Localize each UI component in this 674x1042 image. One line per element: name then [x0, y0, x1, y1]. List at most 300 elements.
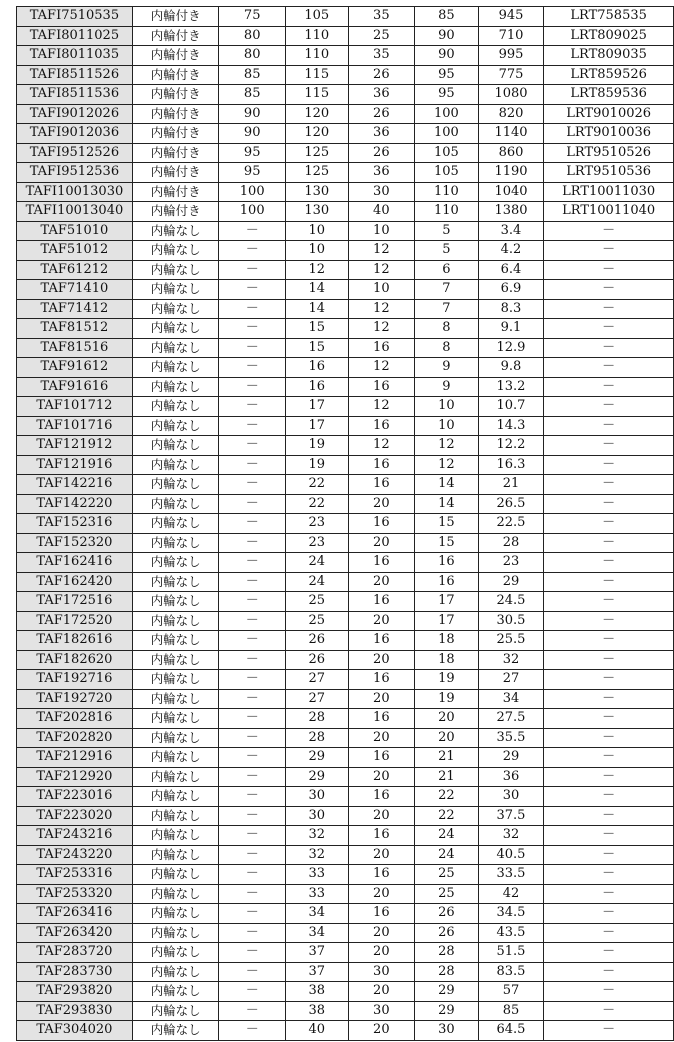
- outer-d-cell: 28: [285, 728, 348, 748]
- weight-cell: 995: [478, 46, 544, 66]
- bore-d-cell: 90: [219, 104, 286, 124]
- inner-ring-model-cell: －: [544, 748, 674, 768]
- inner-ring-model-cell: －: [544, 865, 674, 885]
- outer-d-cell: 16: [285, 377, 348, 397]
- outer-d-cell: 17: [285, 416, 348, 436]
- outer-d-cell: 130: [285, 202, 348, 222]
- outer-d-cell: 23: [285, 514, 348, 534]
- weight-cell: 64.5: [478, 1021, 544, 1041]
- model-cell: TAF172516: [17, 592, 133, 612]
- inner-ring-model-cell: －: [544, 221, 674, 241]
- table-row: [17, 124, 674, 144]
- bore-d-cell: 95: [219, 163, 286, 183]
- fw-cell: 90: [415, 26, 479, 46]
- bore-d-cell: －: [219, 221, 286, 241]
- outer-d-cell: 24: [285, 553, 348, 573]
- model-cell: TAFI9012026: [17, 104, 133, 124]
- model-cell: TAF71410: [17, 280, 133, 300]
- outer-d-cell: 32: [285, 845, 348, 865]
- bore-d-cell: 80: [219, 26, 286, 46]
- table-row: [17, 592, 674, 612]
- table-row: [17, 26, 674, 46]
- inner-ring-model-cell: －: [544, 358, 674, 378]
- inner-ring-cell: 内輪なし: [132, 826, 219, 846]
- inner-ring-cell: 内輪なし: [132, 377, 219, 397]
- fw-cell: 8: [415, 319, 479, 339]
- bore-d-cell: －: [219, 728, 286, 748]
- width-b-cell: 36: [348, 85, 414, 105]
- table-row: [17, 670, 674, 690]
- model-cell: TAF263416: [17, 904, 133, 924]
- outer-d-cell: 40: [285, 1021, 348, 1041]
- inner-ring-model-cell: －: [544, 319, 674, 339]
- outer-d-cell: 14: [285, 299, 348, 319]
- model-cell: TAF202820: [17, 728, 133, 748]
- width-b-cell: 16: [348, 748, 414, 768]
- weight-cell: 3.4: [478, 221, 544, 241]
- bore-d-cell: －: [219, 611, 286, 631]
- fw-cell: 100: [415, 124, 479, 144]
- bore-d-cell: －: [219, 884, 286, 904]
- inner-ring-model-cell: －: [544, 1021, 674, 1041]
- bore-d-cell: －: [219, 299, 286, 319]
- inner-ring-cell: 内輪なし: [132, 572, 219, 592]
- bore-d-cell: －: [219, 826, 286, 846]
- fw-cell: 14: [415, 475, 479, 495]
- inner-ring-cell: 内輪付き: [132, 163, 219, 183]
- table-row: [17, 826, 674, 846]
- inner-ring-cell: 内輪付き: [132, 7, 219, 27]
- model-cell: TAFI10013030: [17, 182, 133, 202]
- outer-d-cell: 130: [285, 182, 348, 202]
- inner-ring-cell: 内輪なし: [132, 1001, 219, 1021]
- inner-ring-cell: 内輪なし: [132, 397, 219, 417]
- model-cell: TAF253320: [17, 884, 133, 904]
- model-cell: TAF81516: [17, 338, 133, 358]
- table-row: [17, 787, 674, 807]
- inner-ring-cell: 内輪なし: [132, 494, 219, 514]
- inner-ring-model-cell: －: [544, 260, 674, 280]
- width-b-cell: 20: [348, 650, 414, 670]
- fw-cell: 26: [415, 904, 479, 924]
- weight-cell: 1080: [478, 85, 544, 105]
- outer-d-cell: 30: [285, 806, 348, 826]
- outer-d-cell: 24: [285, 572, 348, 592]
- bore-d-cell: －: [219, 553, 286, 573]
- inner-ring-cell: 内輪なし: [132, 1021, 219, 1041]
- bore-d-cell: －: [219, 865, 286, 885]
- outer-d-cell: 30: [285, 787, 348, 807]
- model-cell: TAFI10013040: [17, 202, 133, 222]
- bore-d-cell: －: [219, 982, 286, 1002]
- inner-ring-model-cell: －: [544, 787, 674, 807]
- bore-d-cell: －: [219, 904, 286, 924]
- inner-ring-model-cell: －: [544, 943, 674, 963]
- bore-d-cell: －: [219, 455, 286, 475]
- weight-cell: 35.5: [478, 728, 544, 748]
- bore-d-cell: －: [219, 670, 286, 690]
- model-cell: TAFI9512536: [17, 163, 133, 183]
- inner-ring-model-cell: －: [544, 494, 674, 514]
- inner-ring-model-cell: LRT10011030: [544, 182, 674, 202]
- model-cell: TAF253316: [17, 865, 133, 885]
- inner-ring-cell: 内輪なし: [132, 358, 219, 378]
- inner-ring-cell: 内輪付き: [132, 26, 219, 46]
- outer-d-cell: 37: [285, 943, 348, 963]
- table-row: [17, 85, 674, 105]
- width-b-cell: 35: [348, 46, 414, 66]
- model-cell: TAF142220: [17, 494, 133, 514]
- outer-d-cell: 33: [285, 865, 348, 885]
- outer-d-cell: 26: [285, 631, 348, 651]
- width-b-cell: 12: [348, 241, 414, 261]
- table-row: [17, 943, 674, 963]
- inner-ring-model-cell: LRT9010026: [544, 104, 674, 124]
- width-b-cell: 16: [348, 338, 414, 358]
- inner-ring-cell: 内輪なし: [132, 806, 219, 826]
- inner-ring-model-cell: －: [544, 923, 674, 943]
- bore-d-cell: －: [219, 514, 286, 534]
- width-b-cell: 40: [348, 202, 414, 222]
- fw-cell: 28: [415, 962, 479, 982]
- weight-cell: 1190: [478, 163, 544, 183]
- model-cell: TAF212920: [17, 767, 133, 787]
- fw-cell: 90: [415, 46, 479, 66]
- width-b-cell: 16: [348, 455, 414, 475]
- weight-cell: 16.3: [478, 455, 544, 475]
- inner-ring-model-cell: －: [544, 709, 674, 729]
- model-cell: TAF304020: [17, 1021, 133, 1041]
- fw-cell: 7: [415, 299, 479, 319]
- inner-ring-model-cell: －: [544, 280, 674, 300]
- inner-ring-cell: 内輪付き: [132, 182, 219, 202]
- fw-cell: 22: [415, 806, 479, 826]
- width-b-cell: 20: [348, 494, 414, 514]
- outer-d-cell: 15: [285, 338, 348, 358]
- inner-ring-model-cell: －: [544, 689, 674, 709]
- weight-cell: 34: [478, 689, 544, 709]
- bore-d-cell: －: [219, 845, 286, 865]
- outer-d-cell: 17: [285, 397, 348, 417]
- inner-ring-cell: 内輪なし: [132, 787, 219, 807]
- inner-ring-model-cell: －: [544, 631, 674, 651]
- width-b-cell: 12: [348, 319, 414, 339]
- table-row: [17, 806, 674, 826]
- inner-ring-cell: 内輪なし: [132, 728, 219, 748]
- model-cell: TAF162420: [17, 572, 133, 592]
- width-b-cell: 36: [348, 124, 414, 144]
- table-row: [17, 982, 674, 1002]
- fw-cell: 95: [415, 85, 479, 105]
- outer-d-cell: 23: [285, 533, 348, 553]
- outer-d-cell: 19: [285, 455, 348, 475]
- model-cell: TAF182616: [17, 631, 133, 651]
- table-row: [17, 767, 674, 787]
- inner-ring-model-cell: LRT859526: [544, 65, 674, 85]
- fw-cell: 10: [415, 397, 479, 417]
- bore-d-cell: －: [219, 767, 286, 787]
- table-row: [17, 533, 674, 553]
- inner-ring-model-cell: －: [544, 592, 674, 612]
- inner-ring-cell: 内輪付き: [132, 46, 219, 66]
- inner-ring-model-cell: LRT10011040: [544, 202, 674, 222]
- inner-ring-model-cell: －: [544, 299, 674, 319]
- width-b-cell: 20: [348, 533, 414, 553]
- weight-cell: 1140: [478, 124, 544, 144]
- outer-d-cell: 10: [285, 221, 348, 241]
- bore-d-cell: －: [219, 280, 286, 300]
- inner-ring-cell: 内輪なし: [132, 221, 219, 241]
- outer-d-cell: 105: [285, 7, 348, 27]
- inner-ring-model-cell: －: [544, 982, 674, 1002]
- width-b-cell: 16: [348, 826, 414, 846]
- width-b-cell: 26: [348, 104, 414, 124]
- bore-d-cell: －: [219, 260, 286, 280]
- bore-d-cell: －: [219, 241, 286, 261]
- outer-d-cell: 27: [285, 670, 348, 690]
- weight-cell: 32: [478, 650, 544, 670]
- bore-d-cell: －: [219, 709, 286, 729]
- bore-d-cell: －: [219, 319, 286, 339]
- fw-cell: 9: [415, 358, 479, 378]
- table-row: [17, 416, 674, 436]
- bore-d-cell: －: [219, 689, 286, 709]
- weight-cell: 945: [478, 7, 544, 27]
- model-cell: TAF283720: [17, 943, 133, 963]
- weight-cell: 51.5: [478, 943, 544, 963]
- outer-d-cell: 37: [285, 962, 348, 982]
- model-cell: TAF121916: [17, 455, 133, 475]
- inner-ring-cell: 内輪なし: [132, 709, 219, 729]
- bore-d-cell: 80: [219, 46, 286, 66]
- inner-ring-model-cell: －: [544, 826, 674, 846]
- table-row: [17, 650, 674, 670]
- inner-ring-cell: 内輪なし: [132, 436, 219, 456]
- outer-d-cell: 38: [285, 982, 348, 1002]
- width-b-cell: 12: [348, 260, 414, 280]
- weight-cell: 4.2: [478, 241, 544, 261]
- fw-cell: 21: [415, 748, 479, 768]
- model-cell: TAF152320: [17, 533, 133, 553]
- table-row: [17, 397, 674, 417]
- width-b-cell: 16: [348, 904, 414, 924]
- table-row: [17, 962, 674, 982]
- inner-ring-cell: 内輪付き: [132, 104, 219, 124]
- width-b-cell: 20: [348, 923, 414, 943]
- inner-ring-cell: 内輪なし: [132, 416, 219, 436]
- weight-cell: 23: [478, 553, 544, 573]
- fw-cell: 8: [415, 338, 479, 358]
- fw-cell: 29: [415, 982, 479, 1002]
- model-cell: TAF182620: [17, 650, 133, 670]
- table-row: [17, 728, 674, 748]
- inner-ring-model-cell: LRT9510536: [544, 163, 674, 183]
- bore-d-cell: －: [219, 533, 286, 553]
- model-cell: TAF101712: [17, 397, 133, 417]
- fw-cell: 25: [415, 884, 479, 904]
- outer-d-cell: 125: [285, 163, 348, 183]
- width-b-cell: 20: [348, 943, 414, 963]
- bore-d-cell: 100: [219, 182, 286, 202]
- width-b-cell: 12: [348, 299, 414, 319]
- fw-cell: 28: [415, 943, 479, 963]
- table-row: [17, 689, 674, 709]
- weight-cell: 10.7: [478, 397, 544, 417]
- table-body: [17, 7, 674, 1041]
- model-cell: TAF243220: [17, 845, 133, 865]
- weight-cell: 9.1: [478, 319, 544, 339]
- bore-d-cell: －: [219, 943, 286, 963]
- weight-cell: 43.5: [478, 923, 544, 943]
- inner-ring-model-cell: LRT859536: [544, 85, 674, 105]
- width-b-cell: 20: [348, 611, 414, 631]
- inner-ring-cell: 内輪なし: [132, 767, 219, 787]
- fw-cell: 19: [415, 670, 479, 690]
- inner-ring-cell: 内輪なし: [132, 299, 219, 319]
- model-cell: TAF162416: [17, 553, 133, 573]
- inner-ring-cell: 内輪なし: [132, 533, 219, 553]
- width-b-cell: 26: [348, 65, 414, 85]
- fw-cell: 25: [415, 865, 479, 885]
- model-cell: TAF293820: [17, 982, 133, 1002]
- weight-cell: 37.5: [478, 806, 544, 826]
- weight-cell: 13.2: [478, 377, 544, 397]
- outer-d-cell: 120: [285, 124, 348, 144]
- inner-ring-model-cell: －: [544, 767, 674, 787]
- fw-cell: 21: [415, 767, 479, 787]
- inner-ring-cell: 内輪なし: [132, 631, 219, 651]
- inner-ring-cell: 内輪なし: [132, 689, 219, 709]
- model-cell: TAF91616: [17, 377, 133, 397]
- inner-ring-cell: 内輪なし: [132, 592, 219, 612]
- model-cell: TAF293830: [17, 1001, 133, 1021]
- model-cell: TAF121912: [17, 436, 133, 456]
- inner-ring-model-cell: －: [544, 572, 674, 592]
- inner-ring-cell: 内輪付き: [132, 124, 219, 144]
- weight-cell: 30.5: [478, 611, 544, 631]
- fw-cell: 85: [415, 7, 479, 27]
- inner-ring-model-cell: －: [544, 806, 674, 826]
- fw-cell: 17: [415, 611, 479, 631]
- bore-d-cell: －: [219, 494, 286, 514]
- table-row: [17, 553, 674, 573]
- width-b-cell: 16: [348, 631, 414, 651]
- fw-cell: 9: [415, 377, 479, 397]
- inner-ring-cell: 内輪なし: [132, 475, 219, 495]
- inner-ring-cell: 内輪なし: [132, 904, 219, 924]
- fw-cell: 16: [415, 572, 479, 592]
- weight-cell: 32: [478, 826, 544, 846]
- fw-cell: 110: [415, 182, 479, 202]
- inner-ring-model-cell: －: [544, 728, 674, 748]
- outer-d-cell: 110: [285, 26, 348, 46]
- width-b-cell: 20: [348, 689, 414, 709]
- table-row: [17, 358, 674, 378]
- inner-ring-cell: 内輪なし: [132, 884, 219, 904]
- table-row: [17, 709, 674, 729]
- outer-d-cell: 10: [285, 241, 348, 261]
- table-row: [17, 143, 674, 163]
- model-cell: TAF91612: [17, 358, 133, 378]
- weight-cell: 12.2: [478, 436, 544, 456]
- fw-cell: 12: [415, 436, 479, 456]
- outer-d-cell: 25: [285, 611, 348, 631]
- inner-ring-model-cell: －: [544, 397, 674, 417]
- outer-d-cell: 16: [285, 358, 348, 378]
- bore-d-cell: 95: [219, 143, 286, 163]
- inner-ring-cell: 内輪なし: [132, 748, 219, 768]
- outer-d-cell: 115: [285, 65, 348, 85]
- bore-d-cell: －: [219, 416, 286, 436]
- width-b-cell: 20: [348, 572, 414, 592]
- model-cell: TAF101716: [17, 416, 133, 436]
- fw-cell: 24: [415, 845, 479, 865]
- inner-ring-model-cell: －: [544, 904, 674, 924]
- fw-cell: 30: [415, 1021, 479, 1041]
- inner-ring-cell: 内輪なし: [132, 845, 219, 865]
- weight-cell: 860: [478, 143, 544, 163]
- bore-d-cell: －: [219, 338, 286, 358]
- weight-cell: 27: [478, 670, 544, 690]
- width-b-cell: 20: [348, 845, 414, 865]
- width-b-cell: 30: [348, 962, 414, 982]
- table-row: [17, 494, 674, 514]
- model-cell: TAF202816: [17, 709, 133, 729]
- inner-ring-model-cell: －: [544, 611, 674, 631]
- model-cell: TAF172520: [17, 611, 133, 631]
- width-b-cell: 12: [348, 397, 414, 417]
- model-cell: TAF71412: [17, 299, 133, 319]
- weight-cell: 85: [478, 1001, 544, 1021]
- weight-cell: 12.9: [478, 338, 544, 358]
- model-cell: TAF223020: [17, 806, 133, 826]
- weight-cell: 29: [478, 748, 544, 768]
- inner-ring-model-cell: －: [544, 670, 674, 690]
- bore-d-cell: －: [219, 962, 286, 982]
- fw-cell: 5: [415, 221, 479, 241]
- fw-cell: 12: [415, 455, 479, 475]
- model-cell: TAF152316: [17, 514, 133, 534]
- fw-cell: 105: [415, 143, 479, 163]
- width-b-cell: 20: [348, 1021, 414, 1041]
- outer-d-cell: 25: [285, 592, 348, 612]
- weight-cell: 36: [478, 767, 544, 787]
- table-row: [17, 865, 674, 885]
- outer-d-cell: 12: [285, 260, 348, 280]
- inner-ring-model-cell: －: [544, 962, 674, 982]
- bore-d-cell: －: [219, 475, 286, 495]
- weight-cell: 820: [478, 104, 544, 124]
- width-b-cell: 35: [348, 7, 414, 27]
- weight-cell: 40.5: [478, 845, 544, 865]
- inner-ring-cell: 内輪なし: [132, 670, 219, 690]
- model-cell: TAFI8011035: [17, 46, 133, 66]
- width-b-cell: 16: [348, 514, 414, 534]
- weight-cell: 25.5: [478, 631, 544, 651]
- inner-ring-model-cell: －: [544, 553, 674, 573]
- fw-cell: 6: [415, 260, 479, 280]
- table-row: [17, 46, 674, 66]
- outer-d-cell: 14: [285, 280, 348, 300]
- fw-cell: 18: [415, 650, 479, 670]
- inner-ring-model-cell: LRT809025: [544, 26, 674, 46]
- model-cell: TAFI7510535: [17, 7, 133, 27]
- weight-cell: 9.8: [478, 358, 544, 378]
- width-b-cell: 16: [348, 709, 414, 729]
- fw-cell: 7: [415, 280, 479, 300]
- inner-ring-cell: 内輪付き: [132, 85, 219, 105]
- weight-cell: 57: [478, 982, 544, 1002]
